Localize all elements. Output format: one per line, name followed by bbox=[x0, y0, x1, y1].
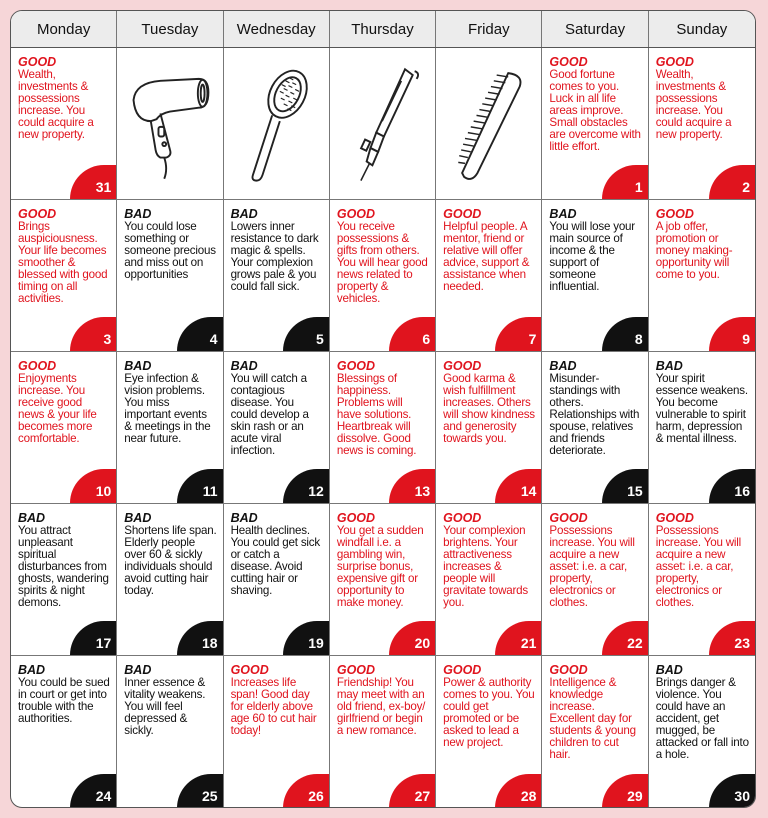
day-number-badge: 26 bbox=[283, 774, 329, 808]
day-number-badge: 1 bbox=[602, 165, 648, 199]
day-description: Eye infection & vision problems. You miss important events & meetings in the near future. bbox=[124, 372, 211, 445]
weekday-saturday: Saturday bbox=[542, 11, 648, 47]
day-cell-24 bbox=[11, 656, 117, 808]
day-number-badge: 22 bbox=[602, 621, 648, 655]
day-cell-30 bbox=[649, 656, 755, 808]
day-number-badge: 29 bbox=[602, 774, 648, 808]
day-rating: BAD bbox=[655, 359, 683, 373]
hair-dryer-icon bbox=[117, 48, 223, 200]
day-rating: GOOD bbox=[18, 207, 57, 221]
day-cell-17 bbox=[11, 504, 117, 656]
day-rating: BAD bbox=[18, 511, 46, 525]
calendar-grid bbox=[11, 48, 755, 808]
day-number-badge: 13 bbox=[389, 469, 435, 503]
day-rating: GOOD bbox=[230, 663, 269, 677]
day-cell-9 bbox=[649, 200, 755, 352]
day-number-badge: 5 bbox=[283, 317, 329, 351]
day-rating: GOOD bbox=[443, 207, 482, 221]
day-cell-19 bbox=[224, 504, 330, 656]
day-cell-20 bbox=[330, 504, 436, 656]
day-description: Power & authority comes to you. You could get promoted or be asked to lead a new project. bbox=[443, 676, 535, 749]
day-description: You get a sudden windfall i.e. a gambling win, surprise bonus, expensive gift or opportunity to make money. bbox=[336, 524, 424, 609]
day-description: Enjoyments increase. You receive good news & your life becomes more comfortable. bbox=[18, 372, 97, 445]
day-rating: BAD bbox=[124, 511, 152, 525]
day-description: You could lose something or someone precious and miss out on opportunities bbox=[124, 220, 216, 281]
day-description: You will catch a contagious disease. You could develop a skin rash or an acute viral infection. bbox=[230, 372, 309, 457]
day-rating: GOOD bbox=[549, 55, 588, 69]
day-number-badge: 7 bbox=[495, 317, 541, 351]
day-cell-21 bbox=[436, 504, 542, 656]
day-cell-22 bbox=[542, 504, 648, 656]
curling-iron-icon bbox=[330, 48, 436, 200]
day-number-badge: 15 bbox=[602, 469, 648, 503]
day-number-badge: 10 bbox=[70, 469, 116, 503]
day-rating: GOOD bbox=[655, 511, 694, 525]
day-description: Lowers inner resistance to dark magic & spells. Your complexion grows pale & you could fall sick. bbox=[230, 220, 319, 293]
day-rating: GOOD bbox=[336, 359, 376, 373]
day-cell-3 bbox=[11, 200, 117, 352]
day-rating: BAD bbox=[124, 207, 152, 221]
day-rating: GOOD bbox=[443, 663, 482, 677]
weekday-thursday: Thursday bbox=[330, 11, 436, 47]
comb-icon bbox=[436, 48, 542, 200]
day-rating: GOOD bbox=[549, 663, 588, 677]
day-cell-25 bbox=[117, 656, 223, 808]
day-cell-4 bbox=[117, 200, 223, 352]
day-number-badge: 24 bbox=[70, 774, 116, 808]
day-cell-6 bbox=[330, 200, 436, 352]
day-description: Good karma & wish fulfillment increases. Others will show kindness and generosity towards you. bbox=[443, 372, 535, 445]
day-description: Wealth, investments & possessions increase. You could acquire a new property. bbox=[18, 68, 94, 141]
day-rating: BAD bbox=[230, 511, 258, 525]
day-number-badge: 30 bbox=[709, 774, 755, 808]
day-rating: GOOD bbox=[336, 511, 376, 525]
day-rating: GOOD bbox=[549, 511, 588, 525]
hair-brush-icon bbox=[224, 48, 330, 200]
day-description: Your spirit essence weakens. You become vulnerable to spirit harm, depression & mental illness. bbox=[655, 372, 748, 445]
day-description: A job offer, promotion or money making-opportunity will come to you. bbox=[655, 220, 733, 281]
day-cell-16 bbox=[649, 352, 755, 504]
day-number-badge: 21 bbox=[495, 621, 541, 655]
day-description: Health declines. You could get sick or catch a disease. Avoid cutting hair or shaving. bbox=[230, 524, 320, 597]
weekday-friday: Friday bbox=[436, 11, 542, 47]
day-rating: BAD bbox=[124, 663, 152, 677]
day-number-badge: 4 bbox=[177, 317, 223, 351]
day-description: You receive possessions & gifts from others. You will hear good news related to property & vehicles. bbox=[336, 220, 428, 305]
weekday-monday: Monday bbox=[11, 11, 117, 47]
day-cell-2 bbox=[649, 48, 755, 200]
day-cell-1 bbox=[542, 48, 648, 200]
day-rating: GOOD bbox=[655, 55, 694, 69]
day-description: Shortens life span. Elderly people over 60 & sickly individuals should avoid cutting hair today. bbox=[124, 524, 217, 597]
day-description: Possessions increase. You will acquire a new asset: i.e. a car, property, electronics or clothes. bbox=[655, 524, 742, 609]
day-description: Helpful people. A mentor, friend or relative will offer advice, support & assistance when needed. bbox=[443, 220, 530, 293]
weekday-header bbox=[11, 11, 755, 48]
day-number-badge: 31 bbox=[70, 165, 116, 199]
day-number-badge: 25 bbox=[177, 774, 223, 808]
day-description: Inner essence & vitality weakens. You will feel depressed & sickly. bbox=[124, 676, 206, 737]
day-rating: GOOD bbox=[336, 207, 376, 221]
day-number-badge: 28 bbox=[495, 774, 541, 808]
day-number-badge: 16 bbox=[709, 469, 755, 503]
day-rating: GOOD bbox=[336, 663, 376, 677]
day-cell-8 bbox=[542, 200, 648, 352]
day-cell-28 bbox=[436, 656, 542, 808]
day-cell-5 bbox=[224, 200, 330, 352]
day-cell-12 bbox=[224, 352, 330, 504]
day-description: Good fortune comes to you. Luck in all life areas improve. Small obstacles are overcome with little effort. bbox=[549, 68, 641, 153]
day-rating: BAD bbox=[230, 359, 258, 373]
day-cell-18 bbox=[117, 504, 223, 656]
day-description: You will lose your main source of income & the support of someone influential. bbox=[549, 220, 635, 293]
day-cell-27 bbox=[330, 656, 436, 808]
day-description: Your complexion brightens. Your attractiveness increases & people will gravitate towards you. bbox=[443, 524, 529, 609]
day-number-badge: 6 bbox=[389, 317, 435, 351]
day-number-badge: 2 bbox=[709, 165, 755, 199]
day-rating: BAD bbox=[18, 663, 46, 677]
day-cell-31 bbox=[11, 48, 117, 200]
day-rating: GOOD bbox=[18, 55, 57, 69]
day-rating: GOOD bbox=[655, 207, 694, 221]
weekday-sunday: Sunday bbox=[676, 20, 728, 38]
day-description: Possessions increase. You will acquire a new asset: i.e. a car, property, electronics or clothes. bbox=[549, 524, 635, 609]
day-description: Increases life span! Good day for elderly above age 60 to cut hair today! bbox=[230, 676, 317, 737]
day-rating: BAD bbox=[230, 207, 258, 221]
day-cell-7 bbox=[436, 200, 542, 352]
day-description: Brings auspiciousness. Your life becomes smoother & blessed with good timing on all activities. bbox=[18, 220, 108, 305]
day-number-badge: 18 bbox=[177, 621, 223, 655]
day-description: Wealth, investments & possessions increase. You could acquire a new property. bbox=[655, 68, 732, 141]
day-cell-11 bbox=[117, 352, 223, 504]
day-number-badge: 12 bbox=[283, 469, 329, 503]
day-cell-10 bbox=[11, 352, 117, 504]
day-number-badge: 19 bbox=[283, 621, 329, 655]
day-description: Brings danger & violence. You could have an accident, get mugged, be attacked or fall into a hole. bbox=[655, 676, 749, 761]
day-number-badge: 27 bbox=[389, 774, 435, 808]
day-number-badge: 9 bbox=[709, 317, 755, 351]
weekday-tuesday: Tuesday bbox=[117, 11, 223, 47]
day-description: You attract unpleasant spiritual disturbances from ghosts, wandering spirits & night demons. bbox=[18, 524, 109, 609]
day-description: Blessings of happiness. Problems will have solutions. Heartbreak will dissolve. Good news is coming. bbox=[336, 372, 417, 457]
day-description: Misunder-standings with others. Relationships with spouse, relatives and friends deteriorate. bbox=[549, 372, 640, 457]
day-cell-14 bbox=[436, 352, 542, 504]
day-rating: BAD bbox=[549, 207, 577, 221]
day-cell-26 bbox=[224, 656, 330, 808]
day-rating: BAD bbox=[655, 663, 683, 677]
day-number-badge: 8 bbox=[602, 317, 648, 351]
day-number-badge: 17 bbox=[70, 621, 116, 655]
day-description: Friendship! You may meet with an old friend, ex-boy/ girlfriend or begin a new romance. bbox=[336, 676, 426, 737]
day-cell-29 bbox=[542, 656, 648, 808]
day-cell-13 bbox=[330, 352, 436, 504]
day-number-badge: 11 bbox=[177, 469, 223, 503]
day-rating: BAD bbox=[124, 359, 152, 373]
day-rating: GOOD bbox=[18, 359, 57, 373]
haircut-calendar bbox=[10, 10, 756, 808]
day-number-badge: 14 bbox=[495, 469, 541, 503]
day-number-badge: 3 bbox=[70, 317, 116, 351]
day-description: You could be sued in court or get into trouble with the authorities. bbox=[18, 676, 110, 725]
day-number-badge: 20 bbox=[389, 621, 435, 655]
day-cell-15 bbox=[542, 352, 648, 504]
day-cell-23 bbox=[649, 504, 755, 656]
day-description: Intelligence & knowledge increase. Excellent day for students & young children to cut hair. bbox=[549, 676, 636, 761]
day-number-badge: 23 bbox=[709, 621, 755, 655]
day-rating: GOOD bbox=[443, 359, 482, 373]
day-rating: GOOD bbox=[443, 511, 482, 525]
weekday-wednesday: Wednesday bbox=[224, 11, 330, 47]
day-rating: BAD bbox=[549, 359, 577, 373]
